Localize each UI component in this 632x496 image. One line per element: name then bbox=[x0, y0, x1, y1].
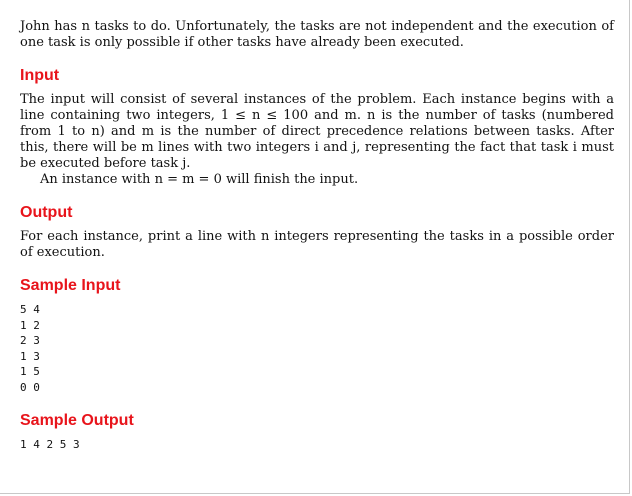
sample-input-line: 2 3 bbox=[20, 334, 40, 348]
output-heading: Output bbox=[20, 204, 73, 221]
input-heading: Input bbox=[20, 67, 60, 84]
input-termination-paragraph: An instance with n = m = 0 will finish the input. bbox=[40, 172, 359, 187]
sample-input-block bbox=[20, 302, 614, 396]
output-paragraph: For each instance, print a line with n integers representing the tasks in a possible order of execution. bbox=[20, 229, 614, 260]
sample-output-line: 1 4 2 5 3 bbox=[20, 437, 80, 451]
input-paragraph: The input will consist of several instances of the problem. Each instance begins with a line containing two integers, 1 ≤ n ≤ 100 and m. n is the number of tasks (numbered from 1 to n) and m is the number of direct precedence relations between tasks. After this, there will be m lines with two integers i and j, representing the fact that task i must be executed before task j. bbox=[20, 92, 614, 171]
sample-input-line: 5 4 bbox=[20, 303, 40, 316]
problem-statement bbox=[20, 19, 614, 452]
sample-output-block bbox=[20, 437, 614, 453]
sample-input-line: 1 3 bbox=[20, 349, 40, 363]
sample-input-line: 1 5 bbox=[20, 365, 40, 379]
sample-input-heading: Sample Input bbox=[20, 277, 121, 294]
sample-output-heading: Sample Output bbox=[20, 411, 134, 429]
sample-input-line: 1 2 bbox=[20, 318, 40, 332]
sample-input-line: 0 0 bbox=[20, 380, 40, 394]
intro-paragraph: John has n tasks to do. Unfortunately, the tasks are not independent and the execution of one task is only possible if other tasks have already been executed. bbox=[20, 19, 614, 50]
